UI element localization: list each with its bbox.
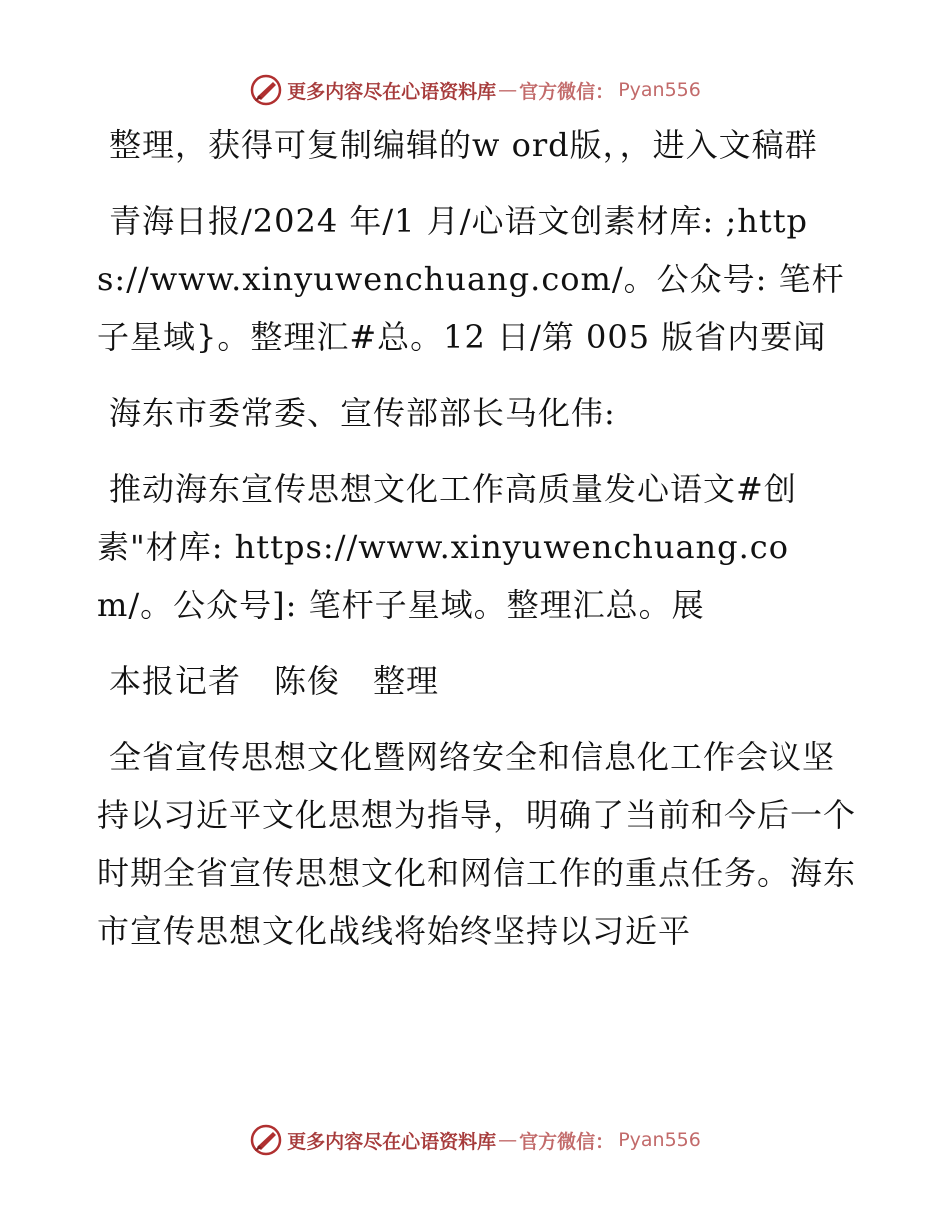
paragraph-body: 全省宣传思想文化暨网络安全和信息化工作会议坚持以习近平文化思想为指导，明确了当前和今后一个时期全省宣传思想文化和网信工作的重点任务。海东市宣传思想文化战线将始终坚持以习近平 — [97, 738, 857, 950]
banner-text: 更多内容尽在心语资料库 — [287, 80, 497, 103]
paragraph-source: 青海日报/2024 年/1 月/心语文创素材库: ;https://www.xinyuwenchuang.com/。公众号: 笔杆子星域}。整理汇#总。12 日/第 005 版省内要闻 — [97, 202, 845, 356]
wechat-label: 官方微信： — [519, 80, 615, 103]
red-quill-logo-icon — [249, 73, 283, 107]
paragraph-headline: 海东市委常委、宣传部部长马化伟: — [109, 394, 616, 432]
document-body — [97, 116, 857, 978]
header-banner — [0, 70, 950, 110]
paragraph-subheadline: 推动海东宣传思想文化工作高质量发心语文#创素"材库: https://www.xinyuwenchuang.com/。公众号]: 笔杆子星域。整理汇总。展 — [97, 470, 797, 624]
paragraph-byline: 本报记者 陈俊 整理 — [109, 662, 440, 700]
wechat-label: 官方微信： — [519, 1130, 615, 1153]
banner-dash: — — [498, 1129, 518, 1151]
wechat-id: Pyan556 — [618, 1129, 701, 1151]
banner-text: 更多内容尽在心语资料库 — [287, 1130, 497, 1153]
wechat-id: Pyan556 — [618, 79, 701, 101]
footer-banner — [0, 1120, 950, 1160]
red-quill-logo-icon — [249, 1123, 283, 1157]
banner-dash: — — [498, 79, 518, 101]
paragraph-intro: 整理，获得可复制编辑的w ord版，，进入文稿群 — [109, 126, 818, 164]
